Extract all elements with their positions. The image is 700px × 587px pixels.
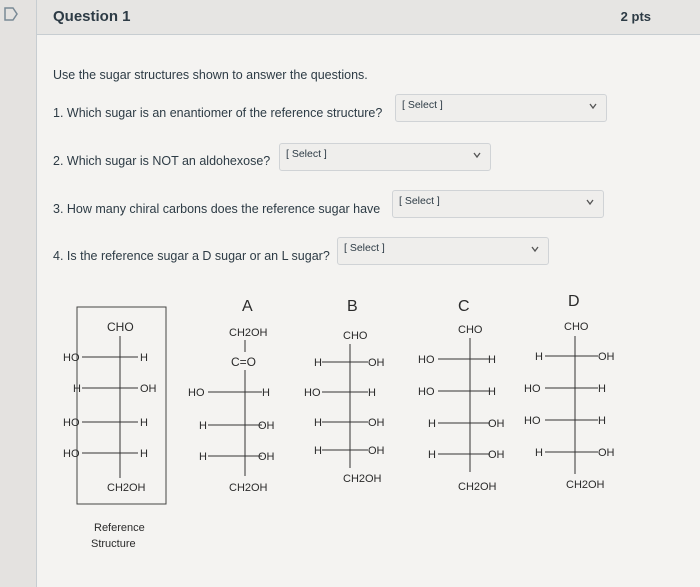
svg-text:H: H — [314, 445, 322, 457]
svg-text:H: H — [140, 448, 148, 460]
svg-text:H: H — [428, 449, 436, 461]
svg-text:H: H — [73, 383, 81, 395]
select-value-4: [ Select ] — [344, 242, 385, 254]
label-A: A — [242, 298, 253, 315]
svg-text:HO: HO — [63, 448, 80, 460]
svg-text:CH2OH: CH2OH — [107, 482, 146, 494]
svg-text:H: H — [262, 387, 270, 399]
question-item-3: 3. How many chiral carbons does the reference sugar have — [53, 202, 381, 216]
question-intro: Use the sugar structures shown to answer the questions. — [53, 68, 368, 82]
svg-text:H: H — [140, 417, 148, 429]
question-item-1: 1. Which sugar is an enantiomer of the reference structure? — [53, 106, 383, 120]
select-dropdown-3[interactable] — [392, 190, 604, 218]
svg-text:H: H — [535, 351, 543, 363]
select-value-3: [ Select ] — [399, 195, 440, 207]
svg-text:HO: HO — [63, 352, 80, 364]
svg-text:OH: OH — [368, 445, 385, 457]
svg-text:H: H — [598, 383, 606, 395]
svg-text:C=O: C=O — [231, 355, 257, 369]
question-title: Question 1 — [53, 8, 131, 25]
reference-caption-2: Structure — [91, 538, 136, 550]
svg-text:HO: HO — [304, 387, 321, 399]
svg-text:OH: OH — [598, 447, 615, 459]
svg-text:OH: OH — [258, 451, 275, 463]
svg-text:CHO: CHO — [343, 330, 368, 342]
svg-text:CHO: CHO — [458, 324, 483, 336]
question-header — [37, 0, 700, 35]
svg-text:OH: OH — [488, 418, 505, 430]
question-card — [36, 0, 700, 587]
svg-text:OH: OH — [598, 351, 615, 363]
svg-text:H: H — [368, 387, 376, 399]
svg-text:HO: HO — [418, 354, 435, 366]
svg-text:H: H — [199, 451, 207, 463]
svg-text:HO: HO — [524, 415, 541, 427]
label-B: B — [347, 298, 358, 315]
question-item-2: 2. Which sugar is NOT an aldohexose? — [53, 154, 271, 168]
svg-text:OH: OH — [368, 417, 385, 429]
question-item-4: 4. Is the reference sugar a D sugar or an L sugar? — [53, 249, 330, 263]
svg-text:CH2OH: CH2OH — [458, 481, 497, 493]
ref-top: CHO — [107, 320, 134, 334]
svg-text:H: H — [314, 417, 322, 429]
select-dropdown-1[interactable] — [395, 94, 607, 122]
label-D: D — [568, 293, 580, 310]
svg-text:HO: HO — [188, 387, 205, 399]
select-dropdown-2[interactable] — [279, 143, 491, 171]
svg-text:OH: OH — [258, 420, 275, 432]
svg-text:CH2OH: CH2OH — [566, 479, 605, 491]
label-C: C — [458, 298, 470, 315]
svg-text:HO: HO — [63, 417, 80, 429]
select-value-1: [ Select ] — [402, 99, 443, 111]
select-dropdown-4[interactable] — [337, 237, 549, 265]
svg-text:OH: OH — [140, 383, 157, 395]
svg-text:H: H — [199, 420, 207, 432]
svg-text:OH: OH — [368, 357, 385, 369]
svg-text:H: H — [314, 357, 322, 369]
svg-text:HO: HO — [418, 386, 435, 398]
flag-question-icon[interactable] — [3, 6, 19, 22]
svg-text:H: H — [488, 386, 496, 398]
chevron-down-icon — [588, 101, 598, 111]
question-points: 2 pts — [620, 9, 651, 24]
svg-text:H: H — [488, 354, 496, 366]
svg-text:H: H — [428, 418, 436, 430]
chevron-down-icon — [585, 197, 595, 207]
select-value-2: [ Select ] — [286, 148, 327, 160]
svg-text:CHO: CHO — [564, 321, 589, 333]
reference-caption-1: Reference — [94, 522, 145, 534]
svg-text:CH2OH: CH2OH — [229, 482, 268, 494]
svg-text:HO: HO — [524, 383, 541, 395]
svg-text:CH2OH: CH2OH — [343, 473, 382, 485]
chevron-down-icon — [530, 244, 540, 254]
svg-text:H: H — [140, 352, 148, 364]
svg-text:CH2OH: CH2OH — [229, 327, 268, 339]
svg-text:OH: OH — [488, 449, 505, 461]
chevron-down-icon — [472, 150, 482, 160]
svg-text:H: H — [598, 415, 606, 427]
svg-text:H: H — [535, 447, 543, 459]
